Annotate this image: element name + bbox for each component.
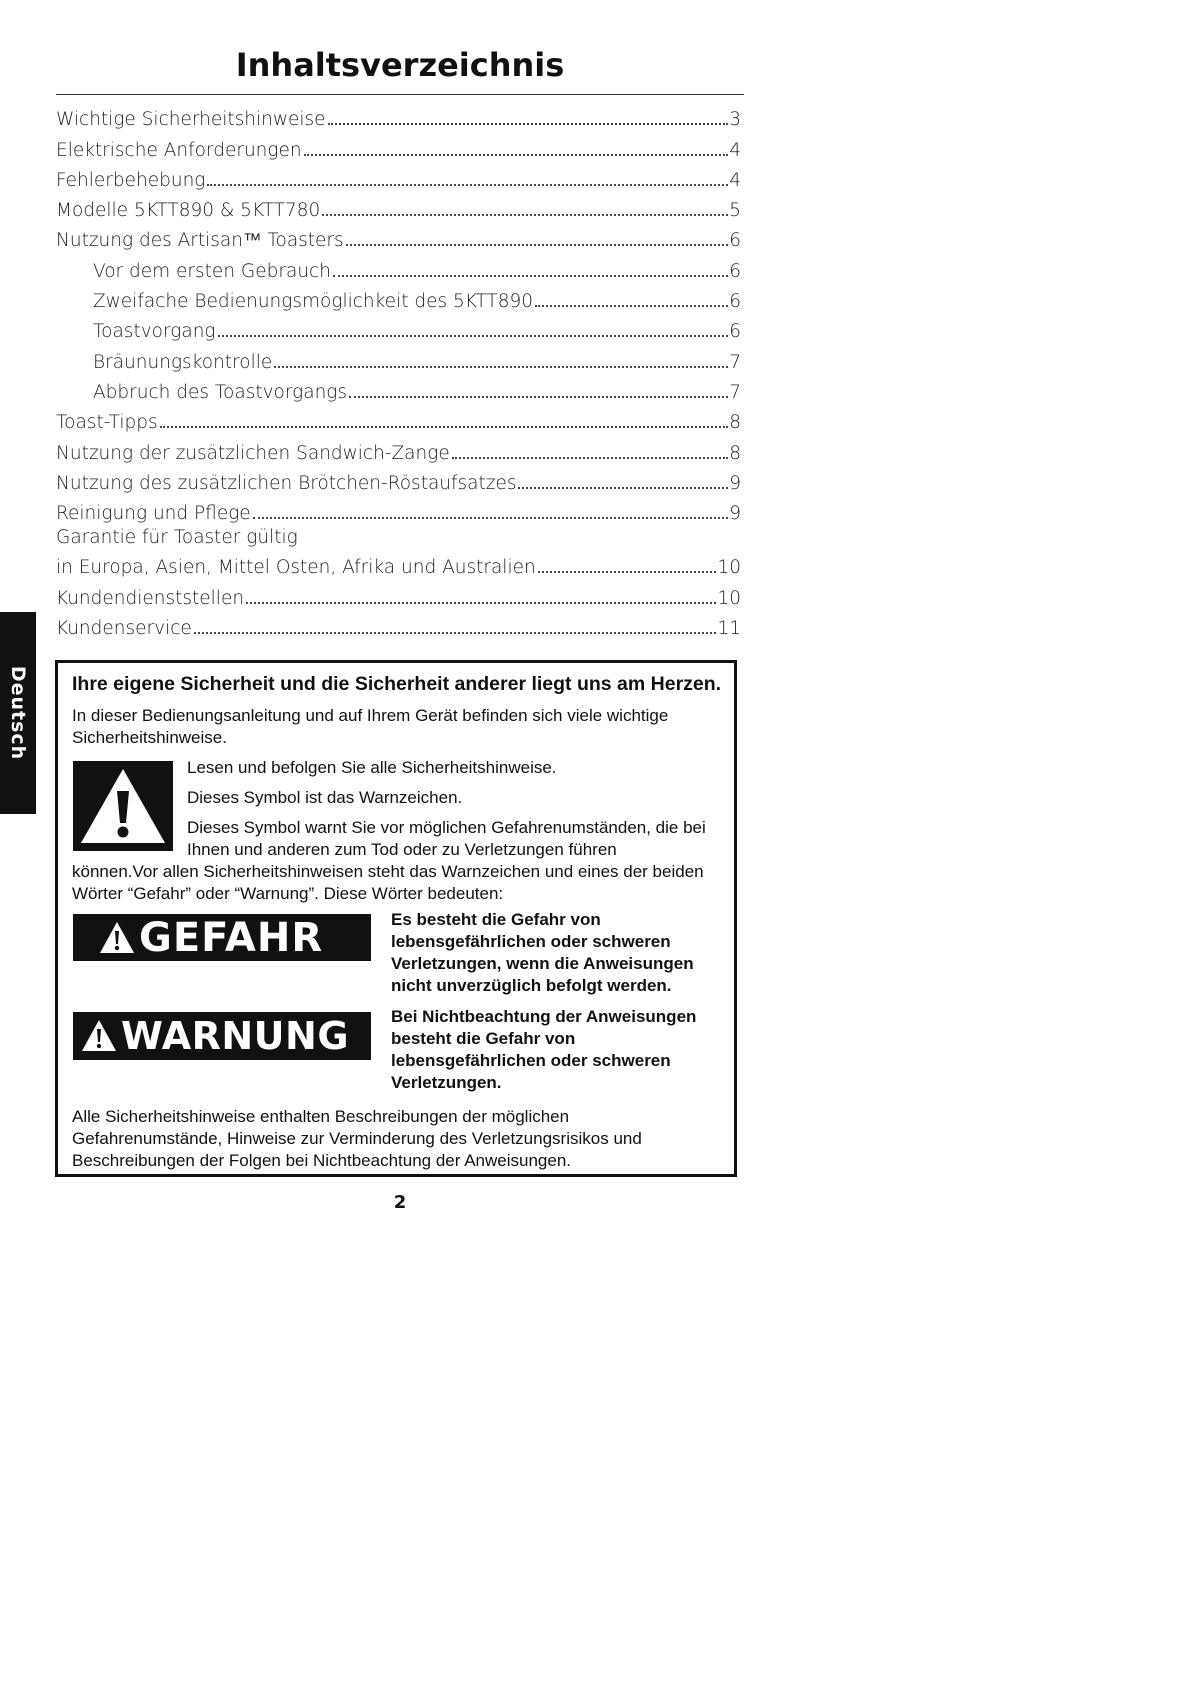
toc-entry[interactable]: Modelle 5KTT890 & 5KTT780 5 <box>56 200 741 222</box>
warning-label: WARNUNG <box>121 1014 350 1058</box>
toc-entry[interactable]: Elektrische Anforderungen 4 <box>56 139 741 161</box>
warning-triangle-icon <box>99 921 135 955</box>
danger-label: GEFAHR <box>139 914 324 961</box>
toc-subentry[interactable]: Bräunungskontrolle 7 <box>93 351 741 373</box>
safety-continuation: können.Vor allen Sicherheitshinweisen steht das Warnzeichen und eines der beiden Wörter “Gefahr” oder “Warnung”. Diese Wörter bedeuten: <box>72 862 704 903</box>
toc-entry[interactable]: Kundendienststellen 10 <box>56 587 741 609</box>
toc-entry[interactable]: in Europa, Asien, Mittel Osten, Afrika und Australien 10 <box>56 557 741 579</box>
safety-notice-box <box>55 660 737 1177</box>
danger-badge <box>73 914 371 961</box>
toc-divider <box>56 94 744 95</box>
safety-intro: In dieser Bedienungsanleitung und auf Ihrem Gerät befinden sich viele wichtige Sicherheitshinweise. <box>72 706 669 747</box>
language-tab-label: Deutsch <box>7 665 29 761</box>
toc-entry[interactable]: Reinigung und Pflege 9 <box>56 503 741 525</box>
safety-footer: Alle Sicherheitshinweise enthalten Beschreibungen der möglichen Gefahrenumstände, Hinweise zur Verminderung des Verletzungsrisikos und Beschreibungen der Folgen bei Nichtbeachtung der Anweisungen. <box>72 1107 642 1170</box>
toc-entry[interactable]: Wichtige Sicherheitshinweise 3 <box>56 109 741 131</box>
toc-entry[interactable]: Toast-Tipps 8 <box>56 412 741 434</box>
symbol-line: Lesen und befolgen Sie alle Sicherheitshinweise. <box>187 758 557 777</box>
toc-subentry[interactable]: Toastvorgang 6 <box>93 321 741 343</box>
toc-entry[interactable]: Nutzung der zusätzlichen Sandwich-Zange 8 <box>56 442 741 464</box>
language-tab <box>0 612 36 814</box>
symbol-explanation <box>187 757 727 869</box>
table-of-contents <box>56 100 741 639</box>
warning-description: Bei Nichtbeachtung der Anweisungen besteht die Gefahr von lebensgefährlichen oder schweren Verletzungen. <box>391 1007 697 1092</box>
safety-heading: Ihre eigene Sicherheit und die Sicherheit anderer liegt uns am Herzen. <box>72 673 722 695</box>
toc-subentry[interactable]: Zweifache Bedienungsmöglichkeit des 5KTT890 6 <box>93 291 741 313</box>
page-number: 2 <box>393 1192 407 1213</box>
toc-entry-heading[interactable]: Garantie für Toaster gültig <box>56 527 298 549</box>
toc-subentry[interactable]: Vor dem ersten Gebrauch 6 <box>93 260 741 282</box>
toc-entry[interactable]: Kundenservice 11 <box>56 618 741 640</box>
toc-title: Inhaltsverzeichnis <box>235 46 565 84</box>
danger-description: Es besteht die Gefahr von lebensgefährlichen oder schweren Verletzungen, wenn die Anweisungen nicht unverzüglich befolgt werden. <box>391 910 694 995</box>
symbol-line: Dieses Symbol warnt Sie vor möglichen Gefahrenumständen, die bei Ihnen und anderen zum Tod oder zu Verletzungen führen <box>187 818 706 859</box>
warning-triangle-icon <box>81 1019 117 1053</box>
warning-triangle-icon <box>73 761 173 851</box>
symbol-line: Dieses Symbol ist das Warnzeichen. <box>187 788 463 807</box>
toc-subentry[interactable]: Abbruch des Toastvorgangs 7 <box>93 381 741 403</box>
toc-entry[interactable]: Fehlerbehebung 4 <box>56 169 741 191</box>
warning-badge <box>73 1012 371 1060</box>
toc-entry[interactable]: Nutzung des zusätzlichen Brötchen-Röstaufsatzes 9 <box>56 472 741 494</box>
toc-entry[interactable]: Nutzung des Artisan™ Toasters 6 <box>56 230 741 252</box>
